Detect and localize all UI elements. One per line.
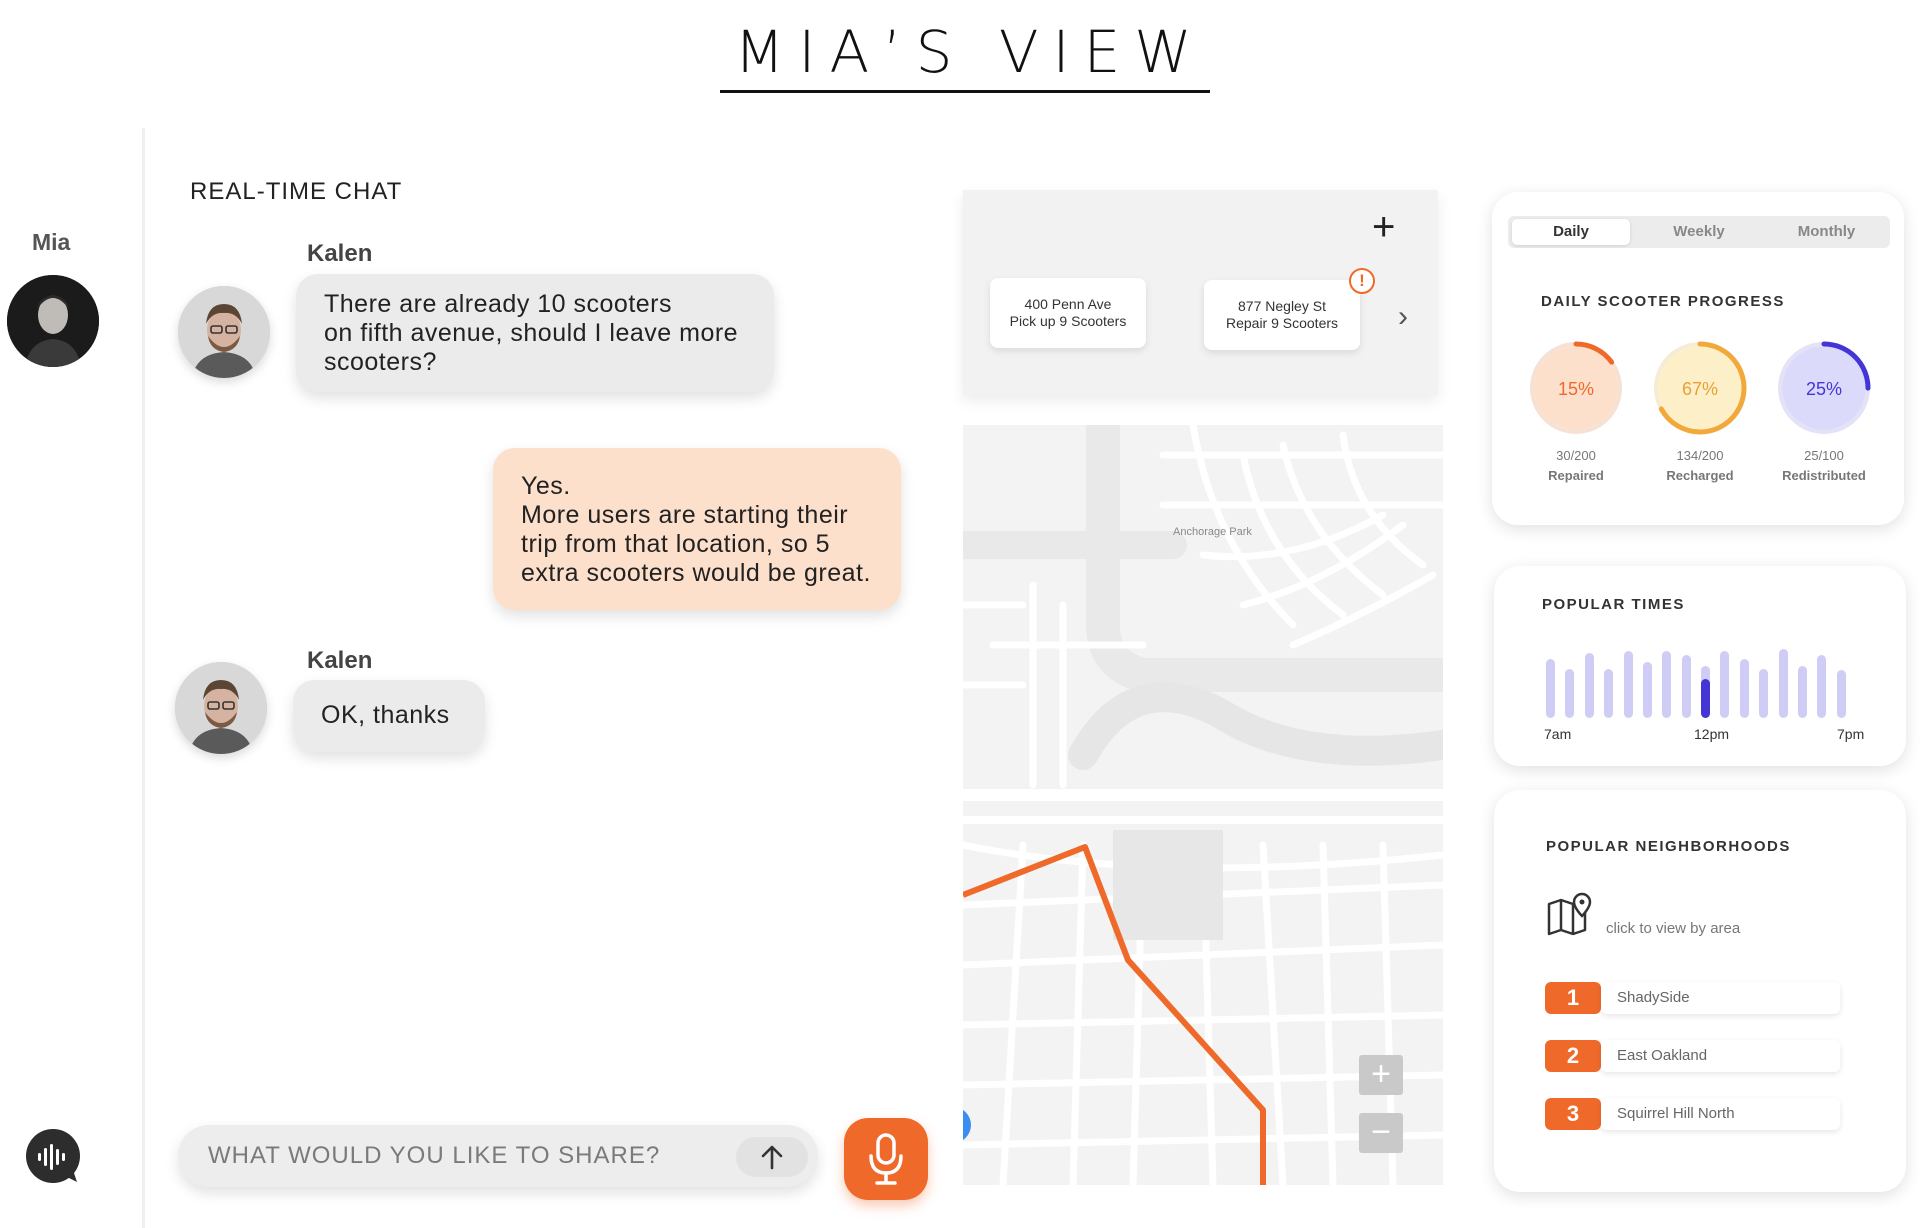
task-action: Repair 9 Scooters [1225, 315, 1339, 331]
neighborhoods-title: POPULAR NEIGHBORHOODS [1546, 838, 1791, 855]
add-task-button[interactable]: + [1372, 205, 1396, 249]
progress-ring-label [1764, 446, 1884, 486]
popular-times-bar-current[interactable] [1701, 679, 1710, 718]
task-address: 400 Penn Ave [1024, 296, 1112, 312]
redistributed-label: Redistributed [1782, 468, 1866, 483]
popular-times-bar[interactable] [1817, 655, 1826, 718]
neighborhood-name: Squirrel Hill North [1601, 1098, 1840, 1130]
task-card[interactable] [1204, 280, 1360, 350]
popular-times-bar[interactable] [1720, 651, 1729, 718]
popular-times-bar[interactable] [1682, 655, 1691, 718]
neighborhoods-hint[interactable]: click to view by area [1606, 920, 1741, 937]
rail-divider [142, 128, 145, 1228]
task-card[interactable] [990, 278, 1146, 348]
zoom-out-button[interactable]: − [1359, 1113, 1403, 1153]
arrow-up-icon [760, 1144, 784, 1170]
kalen-avatar[interactable] [178, 286, 270, 378]
neighborhood-name: East Oakland [1601, 1040, 1840, 1072]
progress-title: DAILY SCOOTER PROGRESS [1541, 293, 1785, 310]
kalen-avatar[interactable] [175, 662, 267, 754]
popular-times-bar[interactable] [1837, 670, 1846, 718]
popular-times-bar[interactable] [1643, 662, 1652, 718]
map-label: Anchorage Park [1173, 526, 1252, 538]
tick-label: 7am [1544, 726, 1572, 742]
chat-title: REAL-TIME CHAT [190, 178, 403, 205]
message-sender: Kalen [307, 240, 373, 267]
svg-text:67%: 67% [1681, 379, 1719, 399]
task-address: 877 Negley St [1238, 298, 1326, 314]
current-user-avatar[interactable] [7, 275, 99, 367]
page-title [0, 18, 1930, 86]
tick-label: 12pm [1694, 726, 1730, 742]
popular-times-bar[interactable] [1759, 669, 1768, 718]
recharged-count: 134/200 [1676, 448, 1724, 463]
alert-icon[interactable]: ! [1349, 268, 1375, 294]
message-sender: Kalen [307, 647, 373, 674]
task-action: Pick up 9 Scooters [1009, 313, 1127, 329]
repaired-count: 30/200 [1556, 448, 1596, 463]
popular-times-bar[interactable] [1604, 669, 1613, 718]
repaired-label: Repaired [1548, 468, 1604, 483]
tab-daily[interactable]: Daily [1512, 219, 1630, 245]
microphone-icon [866, 1132, 906, 1186]
message-bubble-incoming: There are already 10 scooters on fifth avenue, should I leave more scooters? [296, 274, 774, 392]
zoom-in-button[interactable]: + [1359, 1055, 1403, 1095]
popular-times-bar[interactable] [1740, 659, 1749, 718]
tab-weekly[interactable]: Weekly [1673, 223, 1725, 240]
popular-times-bar[interactable] [1779, 649, 1788, 718]
period-tabs [1508, 216, 1890, 248]
svg-text:15%: 15% [1557, 379, 1595, 399]
popular-times-bar[interactable] [1565, 669, 1574, 718]
progress-ring-repaired [1528, 340, 1624, 436]
progress-ring-label [1640, 446, 1760, 486]
message-bubble-outgoing: Yes. More users are starting their trip from that location, so 5 extra scooters would be great. [493, 448, 901, 610]
popular-times-bar[interactable] [1662, 651, 1671, 718]
voice-chat-icon[interactable] [25, 1128, 83, 1186]
neighborhood-name: ShadySide [1601, 982, 1840, 1014]
message-bubble-incoming: OK, thanks [293, 680, 485, 752]
microphone-button[interactable] [844, 1118, 928, 1200]
popular-times-bar[interactable] [1798, 666, 1807, 718]
popular-times-chart[interactable] [1544, 610, 1854, 718]
neighborhood-item[interactable] [1545, 982, 1840, 1014]
map-pin-icon[interactable] [1546, 892, 1596, 936]
progress-ring-label [1516, 446, 1636, 486]
send-button[interactable] [736, 1137, 808, 1177]
progress-ring-recharged [1652, 340, 1748, 436]
progress-ring-redistributed [1776, 340, 1872, 436]
chevron-right-icon[interactable]: › [1398, 300, 1408, 333]
neighborhood-item[interactable] [1545, 1098, 1840, 1130]
popular-times-bar[interactable] [1624, 651, 1633, 718]
page-title-text: MIA’S VIEW [720, 18, 1209, 93]
neighborhood-rank: 2 [1545, 1040, 1601, 1072]
current-user-name: Mia [32, 229, 71, 255]
tick-label: 7pm [1837, 726, 1865, 742]
neighborhood-rank: 1 [1545, 982, 1601, 1014]
recharged-label: Recharged [1666, 468, 1734, 483]
popular-times-bar[interactable] [1585, 653, 1594, 718]
popular-times-title: POPULAR TIMES [1542, 596, 1685, 613]
chat-message-input[interactable] [178, 1125, 818, 1187]
redistributed-count: 25/100 [1804, 448, 1844, 463]
neighborhood-rank: 3 [1545, 1098, 1601, 1130]
neighborhood-item[interactable] [1545, 1040, 1840, 1072]
svg-text:25%: 25% [1805, 379, 1843, 399]
tab-monthly[interactable]: Monthly [1797, 223, 1856, 240]
popular-times-bar[interactable] [1546, 659, 1555, 718]
